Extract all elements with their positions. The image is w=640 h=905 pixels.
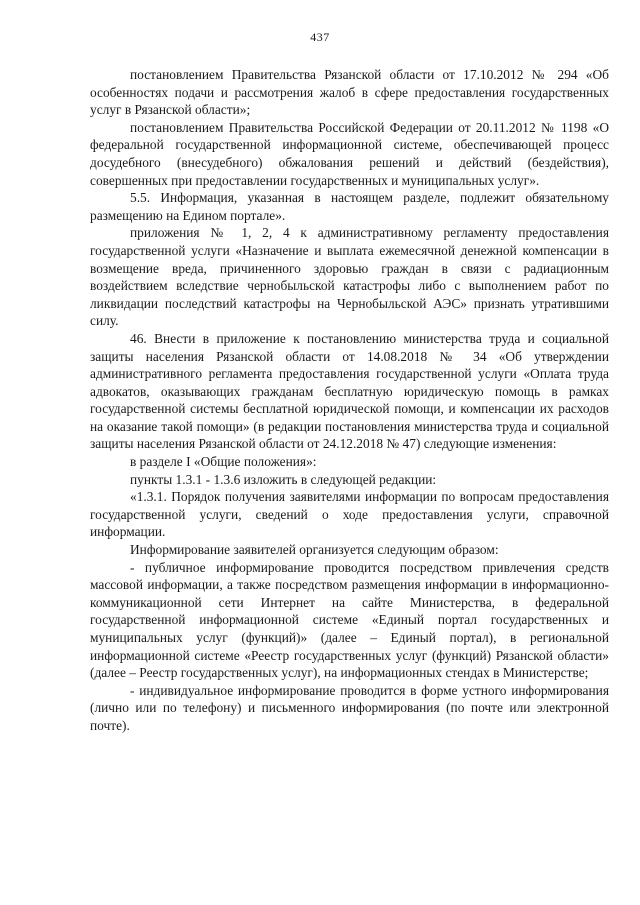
paragraph: в разделе I «Общие положения»: — [130, 454, 317, 470]
paragraph: постановлением Правительства Рязанской области от 17.10.2012 № 294 «Об особенностях подачи и рассмотрения жалоб в сфере предоставления государственных услуг в Рязанской области»; — [90, 67, 609, 118]
paragraph: 46. Внести в приложение к постановлению министерства труда и социальной защиты населения Рязанской области от 14.08.2018 № 34 «Об утверждении административного регламента предоставления государственной услуги «Оплата труда адвокатов, оказывающих гражданам бесплатную юридическую помощь в рамках государственной системы бесплатной юридической помощи, и компенсации их расходов на оказание такой помощи» (в редакции постановления министерства труда и социальной защиты населения Рязанской области от 24.12.2018 № 47) следующие изменения: — [90, 330, 609, 452]
paragraph: постановлением Правительства Российской Федерации от 20.11.2012 № 1198 «О федеральной государственной информационной системе, обеспечивающей процесс досудебного (внесудебного) обжалования решений и действий (бездействия), совершенных при предоставлении государственных и муниципальных услуг». — [90, 119, 609, 188]
document-body — [90, 66, 609, 735]
paragraph: «1.3.1. Порядок получения заявителями информации по вопросам предоставления государственной услуги, сведений о ходе предоставления услуги, справочной информации. — [90, 489, 609, 540]
paragraph: Информирование заявителей организуется следующим образом: — [130, 542, 499, 558]
paragraph: пункты 1.3.1 - 1.3.6 изложить в следующей редакции: — [130, 471, 437, 487]
paragraph: приложения № 1, 2, 4 к административному регламенту предоставления государственной услуги «Назначение и выплата ежемесячной денежной компенсации в возмещение вреда, причиненного здоровью граждан в связи с радиационным воздействием вследствие чернобыльской катастрофы либо с выполнением работ по ликвидации последствий катастрофы на Чернобыльской АЭС» признать утратившими силу. — [90, 225, 609, 329]
page-number: 437 — [310, 30, 330, 44]
paragraph: 5.5. Информация, указанная в настоящем разделе, подлежит обязательному размещению на Едином портале». — [90, 190, 609, 223]
paragraph: - публичное информирование проводится посредством привлечения средств массовой информации, а также посредством размещения информации в информационно-коммуникационной сети Интернет на сайте Министерства, в федеральной государственной информационной системе «Единый портал государственных и муниципальных услуг (функций)» (далее – Единый портал), в региональной информационной системе «Реестр государственных услуг (функций) Рязанской области» (далее – Реестр государственных услуг), на информационных стендах в Министерстве; — [90, 559, 609, 681]
paragraph: - индивидуальное информирование проводится в форме устного информирования (лично или по телефону) и письменного информирования (по почте или электронной почте). — [90, 682, 609, 733]
